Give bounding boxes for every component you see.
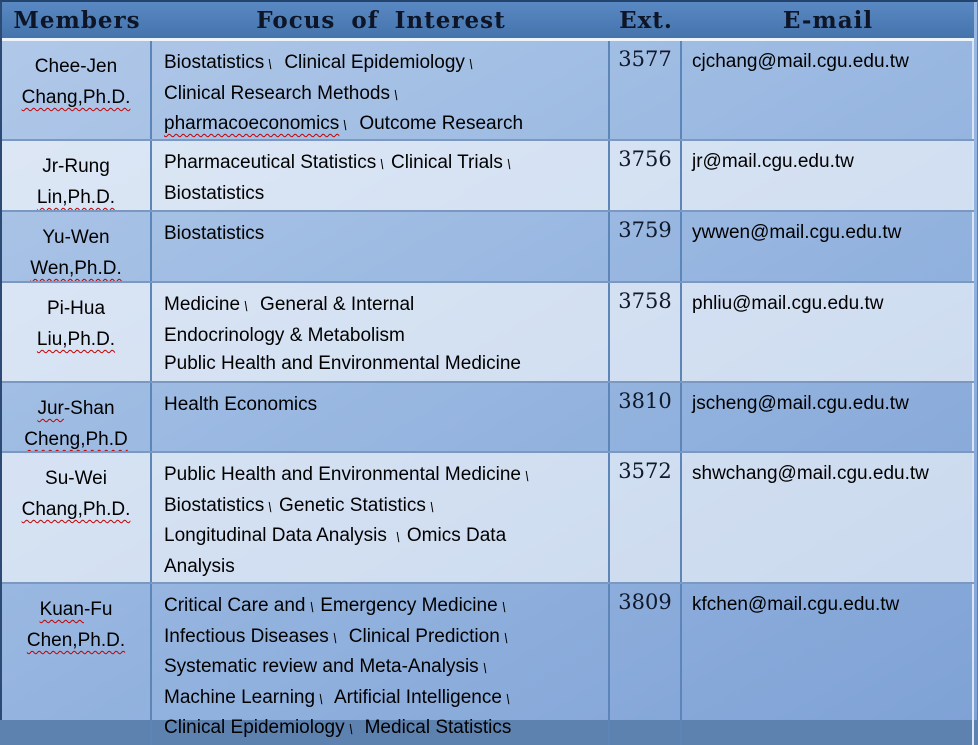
table-row <box>2 582 974 745</box>
table-row <box>2 210 974 281</box>
extension: 3810 <box>610 383 682 451</box>
name-line: Kuan-Fu <box>39 599 113 620</box>
focus-line: Medicine \ General & Internal <box>164 294 415 315</box>
focus-line: Infectious Diseases \ Clinical Prediction \ <box>164 625 509 647</box>
member-name <box>2 41 152 139</box>
table-row <box>2 381 974 451</box>
name-line: Su-Wei <box>45 468 107 489</box>
focus-of-interest <box>152 41 610 139</box>
focus-line: Machine Learning \ Artificial Intelligence \ <box>164 686 511 708</box>
table-row <box>2 451 974 582</box>
focus-of-interest <box>152 584 610 745</box>
member-name <box>2 584 152 745</box>
focus-line: Pharmaceutical Statistics \ Clinical Trials \ <box>164 152 512 173</box>
focus-of-interest <box>152 141 610 210</box>
name-line: Chang,Ph.D. <box>21 499 131 520</box>
member-name <box>2 212 152 281</box>
member-name <box>2 283 152 381</box>
table-row <box>2 139 974 210</box>
focus-line: Systematic review and Meta-Analysis \ <box>164 656 488 677</box>
name-line: Pi-Hua <box>46 298 106 319</box>
focus-line: Public Health and Environmental Medicine <box>164 353 521 374</box>
focus-line: Biostatistics \ Clinical Epidemiology \ <box>164 52 474 73</box>
name-line: Jr-Rung <box>42 156 110 177</box>
col-header-ext: Ext. <box>619 6 673 34</box>
focus-of-interest <box>152 453 610 582</box>
name-line: Cheng,Ph.D <box>24 429 128 450</box>
member-name <box>2 383 152 451</box>
email: cjchang@mail.cgu.edu.tw <box>682 41 974 139</box>
name-line: Chee-Jen <box>34 56 118 77</box>
email: ywwen@mail.cgu.edu.tw <box>682 212 974 281</box>
email: jr@mail.cgu.edu.tw <box>682 141 974 210</box>
focus-line: Endocrinology & Metabolism <box>164 324 405 346</box>
focus-line: Clinical Epidemiology \ Medical Statistics <box>164 717 512 738</box>
col-header-focus-of-interest: Focus of Interest <box>256 6 506 34</box>
focus-line: Longitudinal Data Analysis \ Omics Data <box>164 525 507 546</box>
table-header-row <box>2 2 974 38</box>
focus-line: Biostatistics <box>164 182 265 204</box>
extension: 3572 <box>610 453 682 582</box>
name-line: Liu,Ph.D. <box>36 329 116 350</box>
email: kfchen@mail.cgu.edu.tw <box>682 584 974 745</box>
name-line: Yu-Wen <box>42 227 110 248</box>
focus-of-interest <box>152 283 610 381</box>
focus-of-interest <box>152 212 610 281</box>
member-name <box>2 141 152 210</box>
col-header-members: Members <box>13 6 141 34</box>
email: shwchang@mail.cgu.edu.tw <box>682 453 974 582</box>
extension: 3758 <box>610 283 682 381</box>
focus-line: pharmacoeconomics \ Outcome Research <box>164 113 524 134</box>
focus-line: Health Economics <box>164 394 318 415</box>
name-line: Jur-Shan <box>37 398 115 419</box>
focus-line: Analysis <box>164 555 235 577</box>
focus-line: Critical Care and \ Emergency Medicine \ <box>164 595 507 616</box>
name-line: Chen,Ph.D. <box>26 630 126 651</box>
name-line: Lin,Ph.D. <box>36 187 116 208</box>
focus-line: Public Health and Environmental Medicine \ <box>164 464 530 485</box>
email: phliu@mail.cgu.edu.tw <box>682 283 974 381</box>
col-header-email: E-mail <box>782 6 874 34</box>
focus-line: Clinical Research Methods \ <box>164 82 399 104</box>
focus-line: Biostatistics \ Genetic Statistics \ <box>164 494 435 516</box>
member-name <box>2 453 152 582</box>
table-row <box>2 38 974 139</box>
focus-line: Biostatistics <box>164 223 265 244</box>
members-table <box>2 2 974 738</box>
email: jscheng@mail.cgu.edu.tw <box>682 383 974 451</box>
extension: 3809 <box>610 584 682 745</box>
name-line: Wen,Ph.D. <box>30 258 122 279</box>
table-row <box>2 281 974 381</box>
extension: 3759 <box>610 212 682 281</box>
extension: 3577 <box>610 41 682 139</box>
focus-of-interest <box>152 383 610 451</box>
extension: 3756 <box>610 141 682 210</box>
name-line: Chang,Ph.D. <box>21 87 131 108</box>
